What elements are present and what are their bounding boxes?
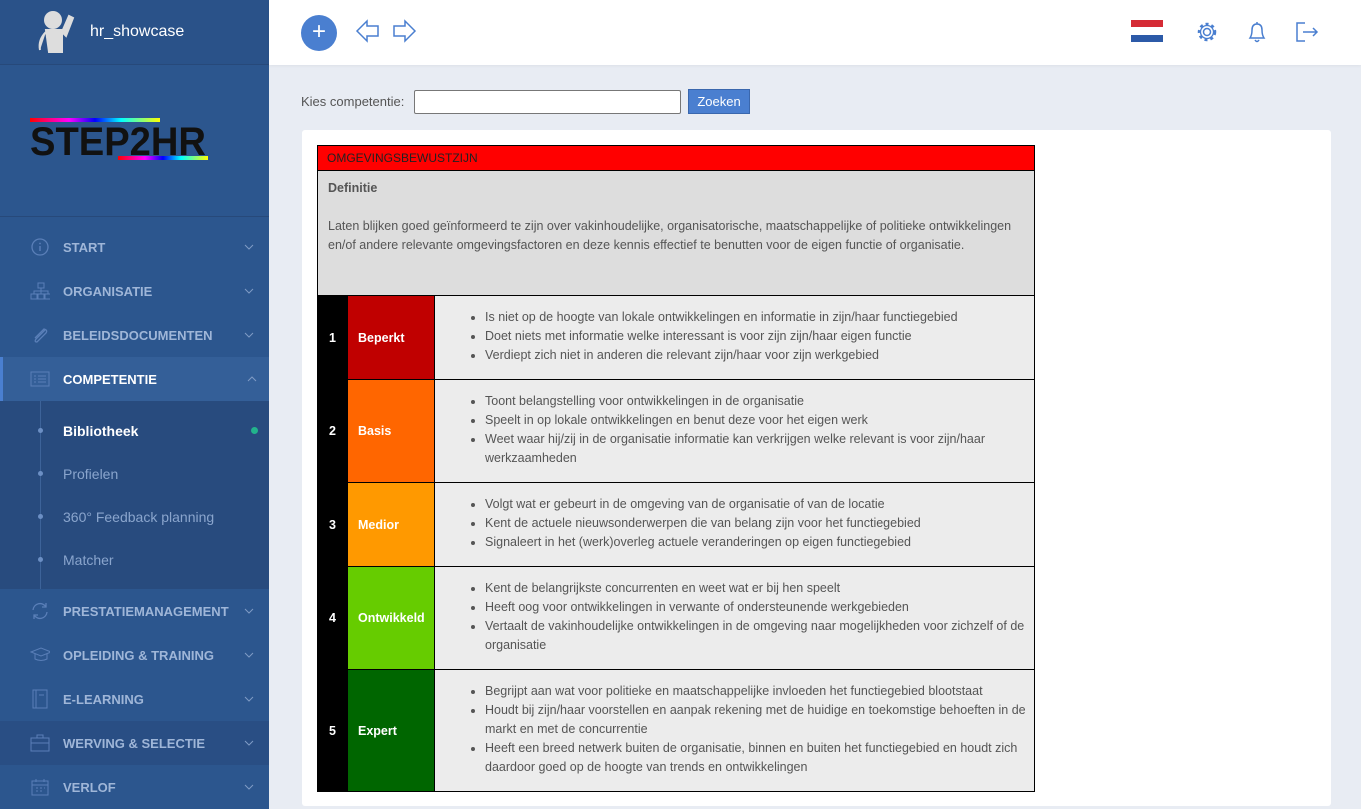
menu-e-learning[interactable] [0, 677, 269, 721]
level-behavior: • Verdiept zich niet in anderen die relevant zijn/haar voor zijn werkgebied [485, 346, 1034, 365]
svg-text:STEP2HR: STEP2HR [30, 119, 207, 164]
menu-label: WERVING & SELECTIE [63, 735, 206, 751]
notification-bell-icon[interactable] [1246, 20, 1268, 44]
calendar-icon [30, 777, 50, 797]
menu-label: E-LEARNING [63, 691, 144, 707]
level-row [318, 670, 1035, 792]
info-icon [30, 237, 50, 257]
level-behavior: • Weet waar hij/zij in de organisatie informatie kan verkrijgen welke relevant is voor zijn/haar werkzaamheden [485, 430, 1034, 468]
level-behavior: • Kent de belangrijkste concurrenten en weet wat er bij hen speelt [485, 579, 1034, 598]
level-behavior: • Begrijpt aan wat voor politieke en maatschappelijke invloeden het functiegebied blootstaat [485, 682, 1034, 701]
level-behavior: • Toont belangstelling voor ontwikkelingen in de organisatie [485, 392, 1034, 411]
level-behavior: • Is niet op de hoogte van lokale ontwikkelingen en informatie in zijn/haar functiegebied [485, 308, 1034, 327]
chevron-down-icon [244, 695, 254, 703]
chevron-down-icon [244, 783, 254, 791]
level-label: Medior [348, 483, 435, 567]
level-label: Ontwikkeld [348, 567, 435, 670]
step2hr-logo [0, 65, 269, 217]
level-behavior: • Volgt wat er gebeurt in de omgeving van de organisatie of van de locatie [485, 495, 1034, 514]
level-behavior: • Doet niets met informatie welke interessant is voor zijn zijn/haar eigen functie [485, 327, 1034, 346]
submenu-label: Profielen [63, 465, 119, 482]
level-label: Expert [348, 670, 435, 792]
chevron-down-icon [244, 243, 254, 251]
logout-icon[interactable] [1295, 21, 1319, 43]
active-indicator [251, 427, 258, 434]
menu-werving[interactable] [0, 721, 269, 765]
level-behavior: • Heeft oog voor ontwikkelingen in verwante of ondersteunende werkgebieden [485, 598, 1034, 617]
back-arrow-icon[interactable] [355, 18, 381, 44]
list-icon [30, 369, 50, 389]
level-number: 2 [318, 380, 348, 483]
level-label: Beperkt [348, 296, 435, 380]
chevron-down-icon [244, 607, 254, 615]
refresh-icon [30, 601, 50, 621]
level-behavior: • Kent de actuele nieuwsonderwerpen die van belang zijn voor het functiegebied [485, 514, 1034, 533]
paperclip-icon [30, 325, 50, 345]
competence-card [302, 130, 1331, 806]
chevron-down-icon [244, 651, 254, 659]
menu-prestatiemanagement[interactable] [0, 589, 269, 633]
level-behaviors [435, 296, 1035, 380]
definition-text: Laten blijken goed geïnformeerd te zijn over vakinhoudelijke, organisatorische, maatschappelijke of politieke ontwikkelingen en/of andere relevante omgevingsfactoren en deze kennis effectief te benutten voor de eigen functie of organisatie. [328, 219, 1012, 252]
level-row [318, 380, 1035, 483]
definition-cell [318, 171, 1035, 296]
menu-beleidsdocumenten[interactable] [0, 313, 269, 357]
competence-title: OMGEVINGSBEWUSTZIJN [318, 146, 1035, 171]
level-number: 3 [318, 483, 348, 567]
level-behavior: • Speelt in op lokale ontwikkelingen en benut deze voor het eigen werk [485, 411, 1034, 430]
level-behaviors [435, 670, 1035, 792]
competence-search [301, 89, 750, 114]
menu-label: COMPETENTIE [63, 371, 157, 387]
level-behaviors [435, 567, 1035, 670]
chevron-up-icon [247, 375, 257, 383]
level-row [318, 567, 1035, 670]
level-behaviors [435, 380, 1035, 483]
level-label: Basis [348, 380, 435, 483]
chevron-down-icon [244, 331, 254, 339]
menu-label: START [63, 239, 106, 255]
competence-input[interactable] [414, 90, 681, 114]
definition-label: Definitie [328, 181, 378, 195]
user-header [0, 0, 269, 65]
submenu-360-feedback[interactable] [0, 495, 269, 538]
level-number: 4 [318, 567, 348, 670]
menu-verlof[interactable] [0, 765, 269, 809]
chevron-down-icon [244, 287, 254, 295]
level-number: 5 [318, 670, 348, 792]
submenu-bibliotheek[interactable] [0, 409, 269, 452]
menu-start[interactable] [0, 225, 269, 269]
submenu-label: 360° Feedback planning [63, 508, 215, 525]
sidebar [0, 0, 269, 809]
top-bar [269, 0, 1361, 65]
level-behavior: • Signaleert in het (werk)overleg actuele veranderingen op eigen functiegebied [485, 533, 1034, 552]
level-number: 1 [318, 296, 348, 380]
submenu-label: Matcher [63, 551, 114, 568]
dutch-flag-icon[interactable] [1131, 20, 1163, 43]
search-button[interactable]: Zoeken [688, 89, 749, 114]
competentie-submenu [0, 401, 269, 589]
org-chart-icon [30, 281, 50, 301]
chevron-down-icon [244, 739, 254, 747]
competence-table [317, 145, 1035, 792]
username: hr_showcase [90, 23, 185, 40]
level-behaviors [435, 483, 1035, 567]
add-button[interactable]: + [301, 15, 337, 51]
submenu-label: Bibliotheek [63, 422, 139, 439]
search-label: Kies competentie: [301, 94, 405, 109]
submenu-profielen[interactable] [0, 452, 269, 495]
menu-label: ORGANISATIE [63, 283, 153, 299]
menu-opleiding[interactable] [0, 633, 269, 677]
graduation-cap-icon [30, 645, 50, 665]
level-row [318, 296, 1035, 380]
menu-label: VERLOF [63, 779, 116, 795]
submenu-matcher[interactable] [0, 538, 269, 581]
briefcase-icon [30, 733, 50, 753]
level-behavior: • Vertaalt de vakinhoudelijke ontwikkelingen in de omgeving naar mogelijkheden voor zichzelf of de organisatie [485, 617, 1034, 655]
menu-competentie[interactable] [0, 357, 269, 401]
menu-label: OPLEIDING & TRAINING [63, 647, 214, 663]
level-behavior: • Houdt bij zijn/haar voorstellen en aanpak rekening met de huidige en toekomstige behoeften in de markt en met de concurrentie [485, 701, 1034, 739]
menu-label: PRESTATIEMANAGEMENT [63, 603, 229, 619]
settings-gear-icon[interactable] [1196, 21, 1218, 43]
user-avatar-icon [36, 10, 76, 54]
menu-label: BELEIDSDOCUMENTEN [63, 327, 213, 343]
book-icon [30, 689, 50, 709]
forward-arrow-icon[interactable] [391, 18, 417, 44]
menu-organisatie[interactable] [0, 269, 269, 313]
level-behavior: • Heeft een breed netwerk buiten de organisatie, binnen en buiten het functiegebied en houdt zich daardoor goed op de hoogte van trends en ontwikkelingen [485, 739, 1034, 777]
level-row [318, 483, 1035, 567]
